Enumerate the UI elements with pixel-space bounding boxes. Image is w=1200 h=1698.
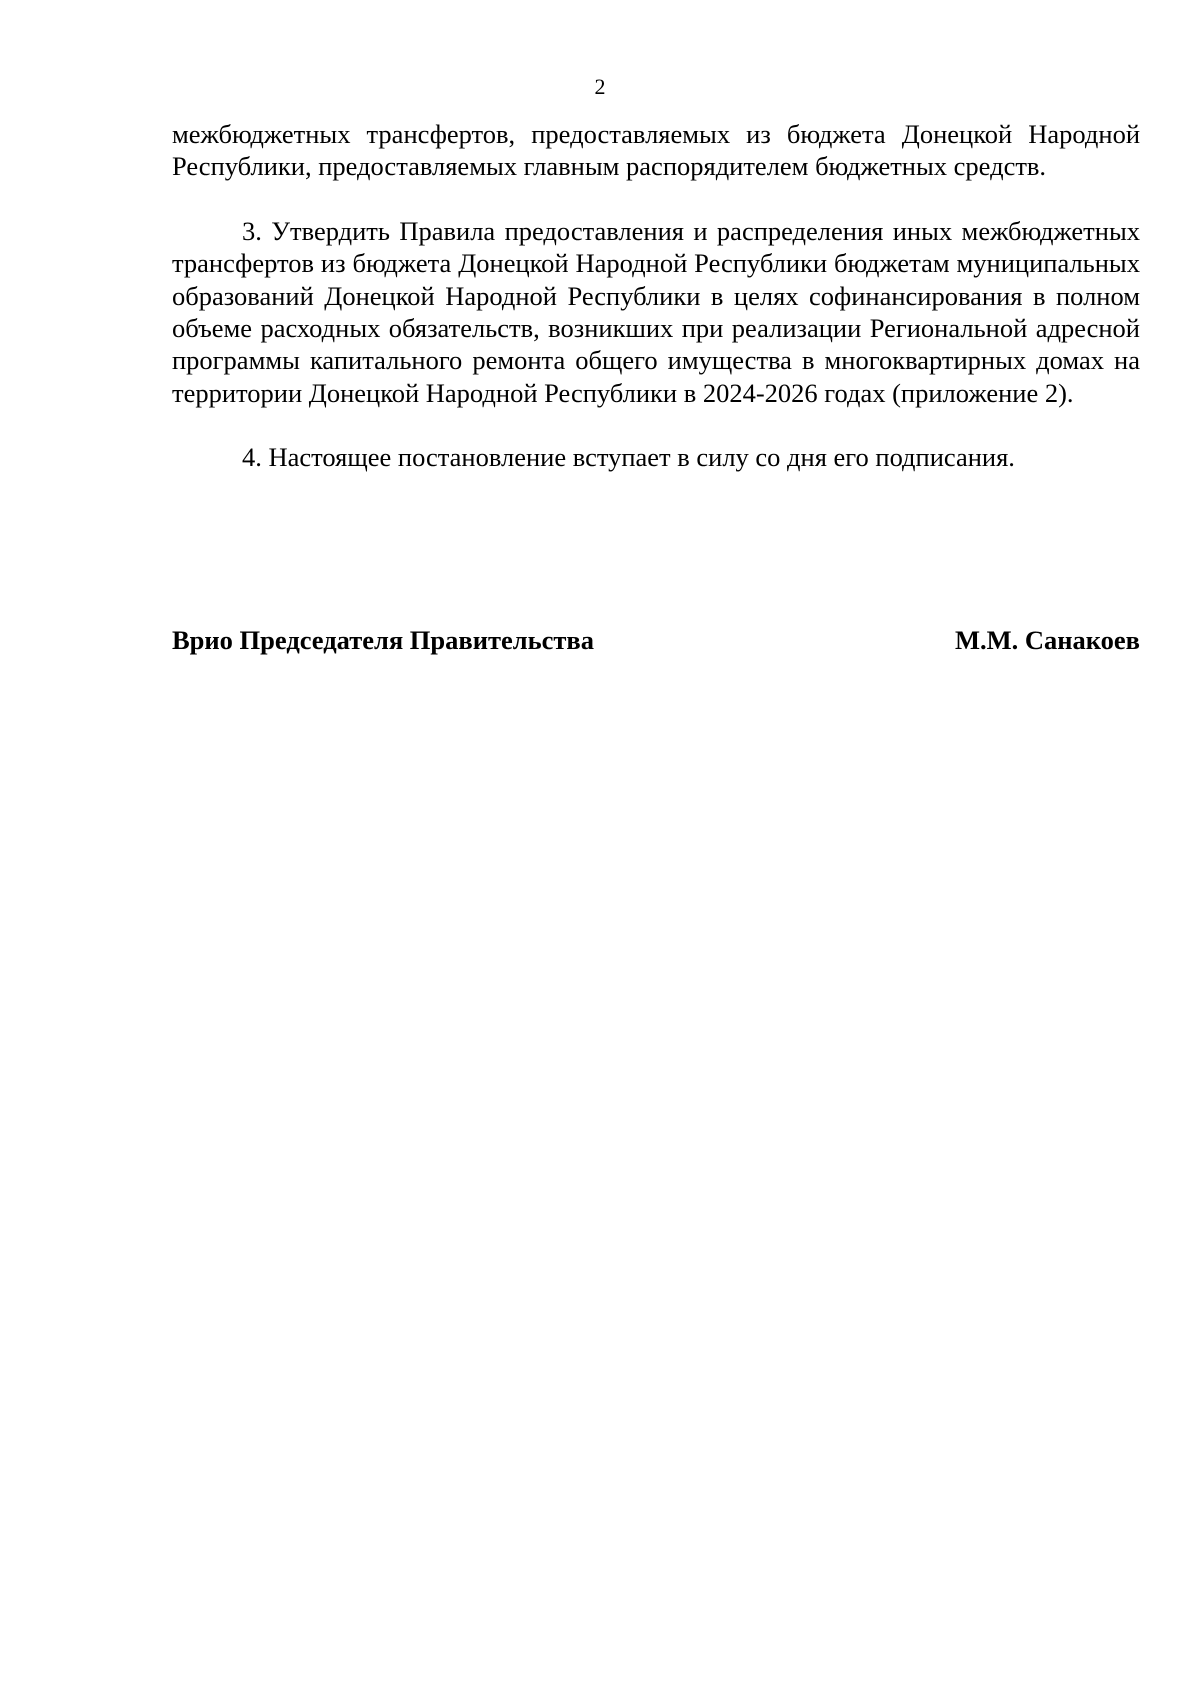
paragraph-item-4: 4. Настоящее постановление вступает в силу со дня его подписания. (242, 442, 1015, 473)
document-body (172, 118, 1140, 474)
paragraph-item-3: 3. Утвердить Правила предоставления и распределения иных межбюджетных трансфертов из бюджета Донецкой Народной Республики бюджетам муниципальных образований Донецкой Народной Республики в целях софинансирования в полном объеме расходных обязательств, возникших при реализации Региональной адресной программы капитального ремонта общего имущества в многоквартирных домах на территории Донецкой Народной Республики в 2024-2026 годах (приложение 2). (172, 215, 1140, 408)
paragraph-continuation: межбюджетных трансфертов, предоставляемых из бюджета Донецкой Народной Республики, предоставляемых главным распорядителем бюджетных средств. (172, 119, 1140, 182)
signatory-name: М.М. Санакоев (954, 625, 1140, 655)
signatory-position: Врио Председателя Правительства (172, 625, 594, 655)
page-number: 2 (594, 74, 606, 99)
signature-block (172, 624, 1140, 656)
